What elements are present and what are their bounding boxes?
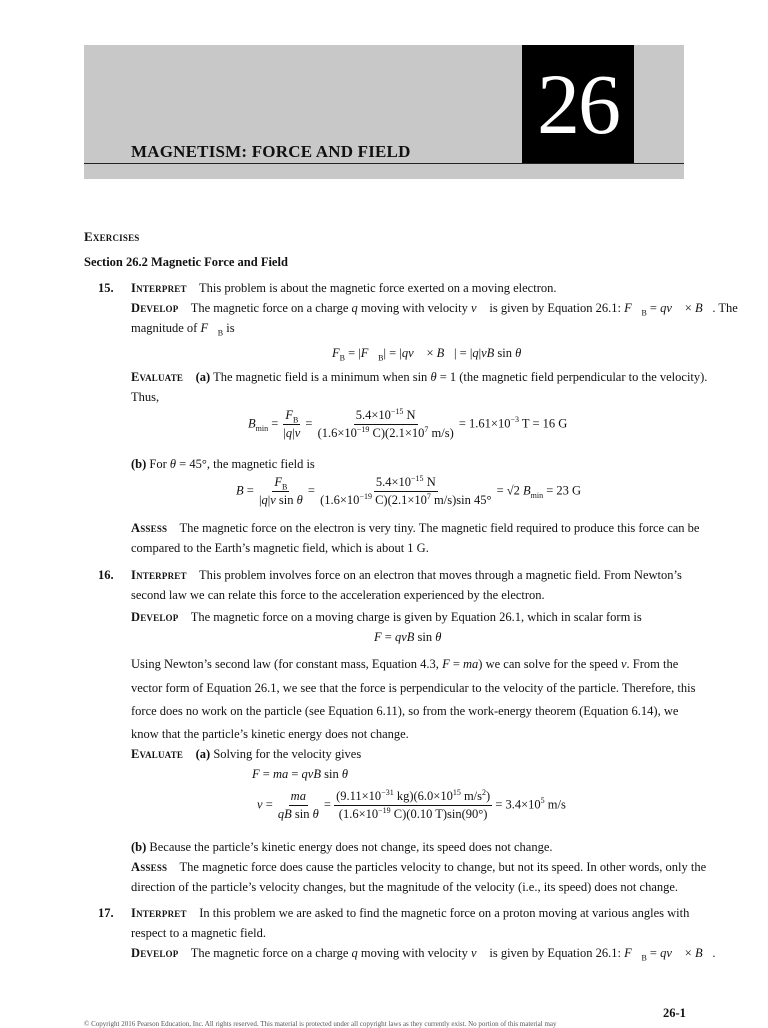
problem-number: 16. xyxy=(98,568,114,582)
section-heading: Exercises xyxy=(84,229,140,244)
p17-interpret-text: In this problem we are asked to find the magnetic force on a proton moving at various angles with xyxy=(199,906,690,920)
equation-text: = 1.61×10 xyxy=(458,416,511,431)
evaluate-label: Evaluate xyxy=(131,747,184,761)
p16-part-b-text: Because the particle’s kinetic energy does not change, its speed does not change. xyxy=(149,840,553,854)
p15-develop-line-2: magnitude of $F⃗_B$ is xyxy=(131,321,235,338)
p15-thus: Thus, xyxy=(131,390,160,404)
p15-assess-line-2: compared to the Earth’s magnetic field, which is about 1 G. xyxy=(131,541,429,555)
p17-develop-line: Develop The magnetic force on a charge q moving with velocity v⃗ is given by Equation 26.1: $F⃗_B$ = qv⃗ × B⃗. xyxy=(131,946,716,963)
part-label: (b) xyxy=(131,457,147,471)
p15-develop-text: magnitude of xyxy=(131,321,198,335)
p15-develop-text: moving with velocity xyxy=(360,301,468,315)
subsection-heading: Section 26.2 Magnetic Force and Field xyxy=(84,255,288,269)
fraction: $\frac{ma}{\text{qB sin θ}}$ xyxy=(277,789,319,821)
p15-interpret-line xyxy=(131,281,557,296)
p16-interpret-text: This problem involves force on an electron that moves through a magnetic field. From Newton’s xyxy=(198,568,682,582)
p16-equation-v: v = $\frac{ma}{\text{qB sin θ}}$ = $\frac{(9.11\times 10^{-31} kg)(6.0\times 10^{15} m/s^2)}{(1.6\times 10^{-19} C)(0.10 T)\sin(90^\circ)}$ = $3.4\times 10^5$ m/s xyxy=(257,787,566,821)
p16-assess-line xyxy=(131,860,706,875)
p17-develop-text: is given by Equation 26.1: xyxy=(489,946,621,960)
part-label: (a) xyxy=(195,370,211,384)
p16-develop-line xyxy=(131,610,642,625)
develop-label: Develop xyxy=(131,946,179,960)
p16-develop-text: The magnetic force on a moving charge is given by Equation 26.1, which in scalar form is xyxy=(190,610,642,624)
chapter-title: MAGNETISM: FORCE AND FIELD xyxy=(131,142,411,161)
assess-label: Assess xyxy=(131,860,168,874)
assess-label: Assess xyxy=(131,521,168,535)
equation-text: = 23 G xyxy=(546,483,582,498)
p16-evaluate-text: Solving for the velocity gives xyxy=(213,747,362,761)
p16-body-text: . From the xyxy=(626,657,679,671)
p16-assess-line-2: direction of the particle’s velocity changes, but the magnitude of the velocity (i.e., its speed) does not change. xyxy=(131,880,679,894)
problem-number: 15. xyxy=(98,281,114,295)
equation-text: T = 16 G xyxy=(521,416,568,431)
equation-text: = 3.4×10 xyxy=(495,797,541,812)
p15-part-b-line: (b) For θ = 45°, the magnetic field is xyxy=(131,457,315,471)
header-rule xyxy=(84,163,684,164)
fraction: $\frac{(9.11\times 10^{-31} kg)(6.0\times 10^{15} m/s^2)}{(1.6\times 10^{-19} C)(0.10 T)\sin(90^\circ)}$ xyxy=(336,787,491,821)
fraction: $\frac{F_B}{|q|v}$ xyxy=(283,408,301,440)
p16-assess-text: The magnetic force does cause the particles velocity to change, but not its speed. In other words, only the xyxy=(179,860,707,874)
p17-interpret-line xyxy=(131,906,689,921)
p15-part-b-text: = 45°, the magnetic field is xyxy=(179,457,315,471)
p16-part-b-line xyxy=(131,840,553,855)
p16-interpret-line-2: second law we can relate this force to the acceleration experienced by the electron. xyxy=(131,588,545,602)
problem-number: 17. xyxy=(98,906,114,920)
p15-evaluate-line: Evaluate (a) The magnetic field is a minimum when sin θ = 1 (the magnetic field perpendicular to the velocity). xyxy=(131,370,708,384)
p15-assess-text: The magnetic force on the electron is very tiny. The magnetic field required to produce this force can be xyxy=(179,521,700,535)
p15-equation-bmin: $B_{min}$ = $\frac{F_B}{|q|v}$ = $\frac{5.4\times 10^{-15} N}{(1.6\times 10^{-19} C)(2.1\times 10^7 m/s)}$ = $1.61\times 10^{-3}$ T = 16 G xyxy=(248,406,568,440)
p16-evaluate-line xyxy=(131,747,361,762)
p16-equation-fma: F = ma = qvB sin θ xyxy=(252,767,348,781)
equation-text: (1.6×10 xyxy=(317,426,357,440)
page-number: 26-1 xyxy=(663,1006,686,1020)
equation-text: (1.6×10 xyxy=(338,807,379,821)
p15-interpret-text: This problem is about the magnetic force exerted on a moving electron. xyxy=(198,281,557,295)
evaluate-label: Evaluate xyxy=(131,370,184,384)
p16-body-line-3: force does no work on the particle (see Equation 6.11), so from the work-energy theorem (Equation 6.14), we xyxy=(131,704,679,718)
chapter-number: 26 xyxy=(537,56,619,152)
p16-body-text: Using Newton’s second law (for constant mass, Equation 4.3, xyxy=(131,657,439,671)
p15-develop-text: is xyxy=(226,321,235,335)
interpret-label: Interpret xyxy=(131,281,187,295)
p16-equation-f: F = qvB sin θ xyxy=(374,630,442,644)
p16-body-line-1: Using Newton’s second law (for constant mass, Equation 4.3, F = ma) we can solve for the speed v. From the xyxy=(131,657,679,671)
develop-label: Develop xyxy=(131,301,179,315)
p16-body-line-2: vector form of Equation 26.1, we see that the force is perpendicular to the velocity of the particle. Therefore, this xyxy=(131,681,696,695)
p15-equation-b: B = $\frac{F_B}{\text{|q|v sin θ}}$ = $\frac{5.4\times 10^{-15} N}{(1.6\times 10^{-19} C)(2.1\times 10^7 m/s)\sin 45^\circ}$ = √2 $B_{min} = 23$ G xyxy=(236,473,582,507)
p15-assess-line xyxy=(131,521,699,536)
equation-text: 5.4×10 xyxy=(355,408,391,422)
p16-interpret-line xyxy=(131,568,682,583)
interpret-label: Interpret xyxy=(131,906,187,920)
fraction: $\frac{F_B}{\text{|q|v sin θ}}$ xyxy=(258,475,303,507)
fraction: $\frac{5.4\times 10^{-15} N}{(1.6\times 10^{-19} C)(2.1\times 10^7 m/s)\sin 45^\circ}$ xyxy=(320,473,492,507)
p16-body-text: ) we can solve for the speed xyxy=(478,657,618,671)
p16-body-line-4: know that the particle’s kinetic energy does not change. xyxy=(131,727,409,741)
develop-label: Develop xyxy=(131,610,179,624)
chapter-number-box xyxy=(522,45,634,163)
p15-part-b-text: For xyxy=(149,457,167,471)
equation-text: (9.11×10 xyxy=(336,789,382,803)
p15-develop-text: is given by Equation 26.1: xyxy=(489,301,621,315)
part-label: (a) xyxy=(195,747,211,761)
interpret-label: Interpret xyxy=(131,568,187,582)
p15-develop-line: Develop The magnetic force on a charge q moving with velocity v⃗ is given by Equation 26.1: $F⃗_B$ = qv⃗ × B⃗. The xyxy=(131,301,738,318)
p17-interpret-line-2: respect to a magnetic field. xyxy=(131,926,267,940)
p15-evaluate-text: The magnetic field is a minimum when xyxy=(213,370,410,384)
part-label: (b) xyxy=(131,840,147,854)
p15-equation-fb: $F_B$ = $|F⃗_B|$ = |qv⃗ × B⃗| = |q|vB sin θ xyxy=(332,346,522,363)
p17-develop-text: moving with velocity xyxy=(360,946,468,960)
p17-develop-text: The magnetic force on a charge xyxy=(190,946,349,960)
fraction: $\frac{5.4\times 10^{-15} N}{(1.6\times 10^{-19} C)(2.1\times 10^7 m/s)}$ xyxy=(317,406,454,440)
p15-evaluate-text: (the magnetic field perpendicular to the velocity). xyxy=(459,370,708,384)
copyright-notice: © Copyright 2016 Pearson Education, Inc. All rights reserved. This material is protected under all copyright laws as they currently exist. No portion of this material may xyxy=(84,1020,557,1028)
p15-develop-text: The magnetic force on a charge xyxy=(190,301,349,315)
